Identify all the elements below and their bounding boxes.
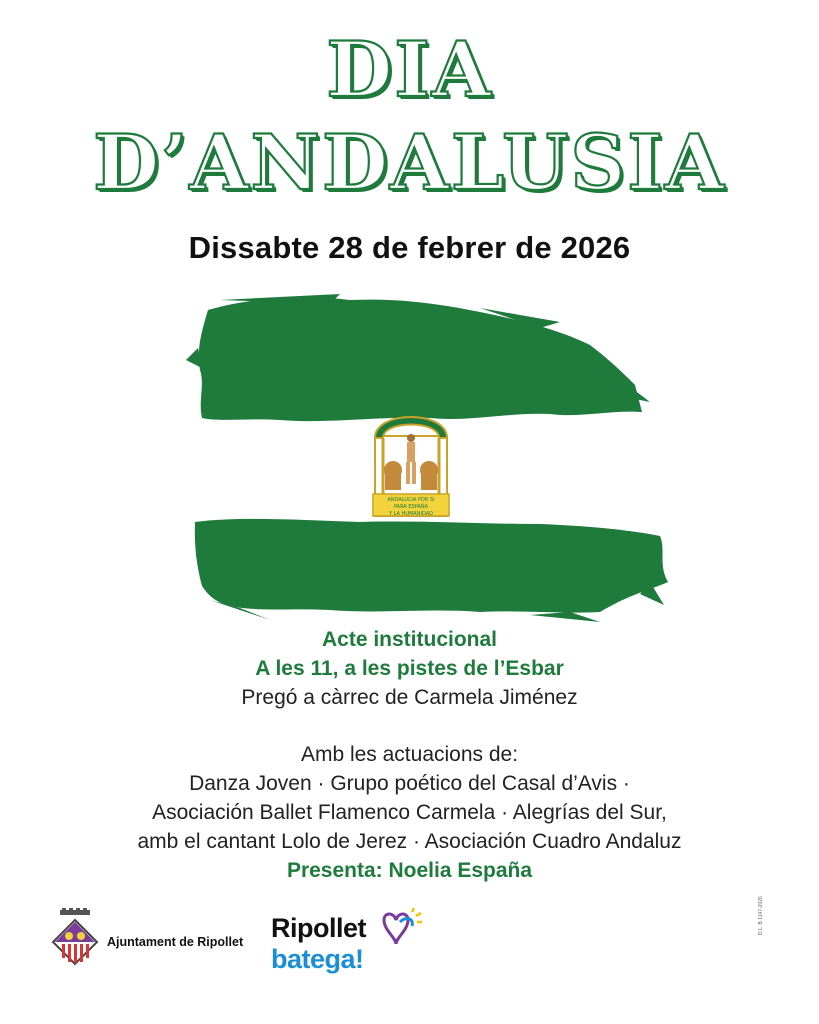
ribbon-line-1: ANDALUCIA POR SI <box>387 497 435 503</box>
legal-deposit: D.L. B 1147-2026 <box>758 896 764 935</box>
event-pregon: Pregó a càrrec de Carmela Jiménez <box>241 686 578 709</box>
event-heading: Acte institucional <box>321 628 498 651</box>
ribbon-line-3: Y LA HUMANIDAD <box>389 511 433 517</box>
title-line-1: DIA <box>326 25 493 114</box>
presenter: Presenta: Noelia España <box>286 859 533 882</box>
performances-line-3: amb el cantant Lolo de Jerez · Asociación Cuadro Andaluz <box>137 830 682 853</box>
flag-bottom-stripe <box>195 519 668 613</box>
coat-of-arms <box>373 417 449 517</box>
performances-intro: Amb les actuacions de: <box>300 743 519 766</box>
event-info <box>0 625 819 885</box>
heart-icon <box>378 908 423 950</box>
ribbon-line-2: PARA ESPAÑA <box>393 504 429 510</box>
brand-line-1: Ripollet <box>271 913 366 943</box>
performances-line-2: Asociación Ballet Flamenco Carmela · Alegrías del Sur, <box>152 801 667 824</box>
andalusia-flag <box>180 290 670 625</box>
event-time-place: A les 11, a les pistes de l’Esbar <box>255 657 564 680</box>
performances-line-1: Danza Joven · Grupo poético del Casal d’Avis · <box>189 772 630 795</box>
title-line-2: D’ANDALUSIA <box>93 118 726 207</box>
brand-line-2: batega! <box>271 944 364 974</box>
event-date: Dissabte 28 de febrer de 2026 <box>188 230 631 265</box>
ajuntament-name: Ajuntament de Ripollet <box>107 935 244 949</box>
flag-top-stripe <box>199 297 642 421</box>
